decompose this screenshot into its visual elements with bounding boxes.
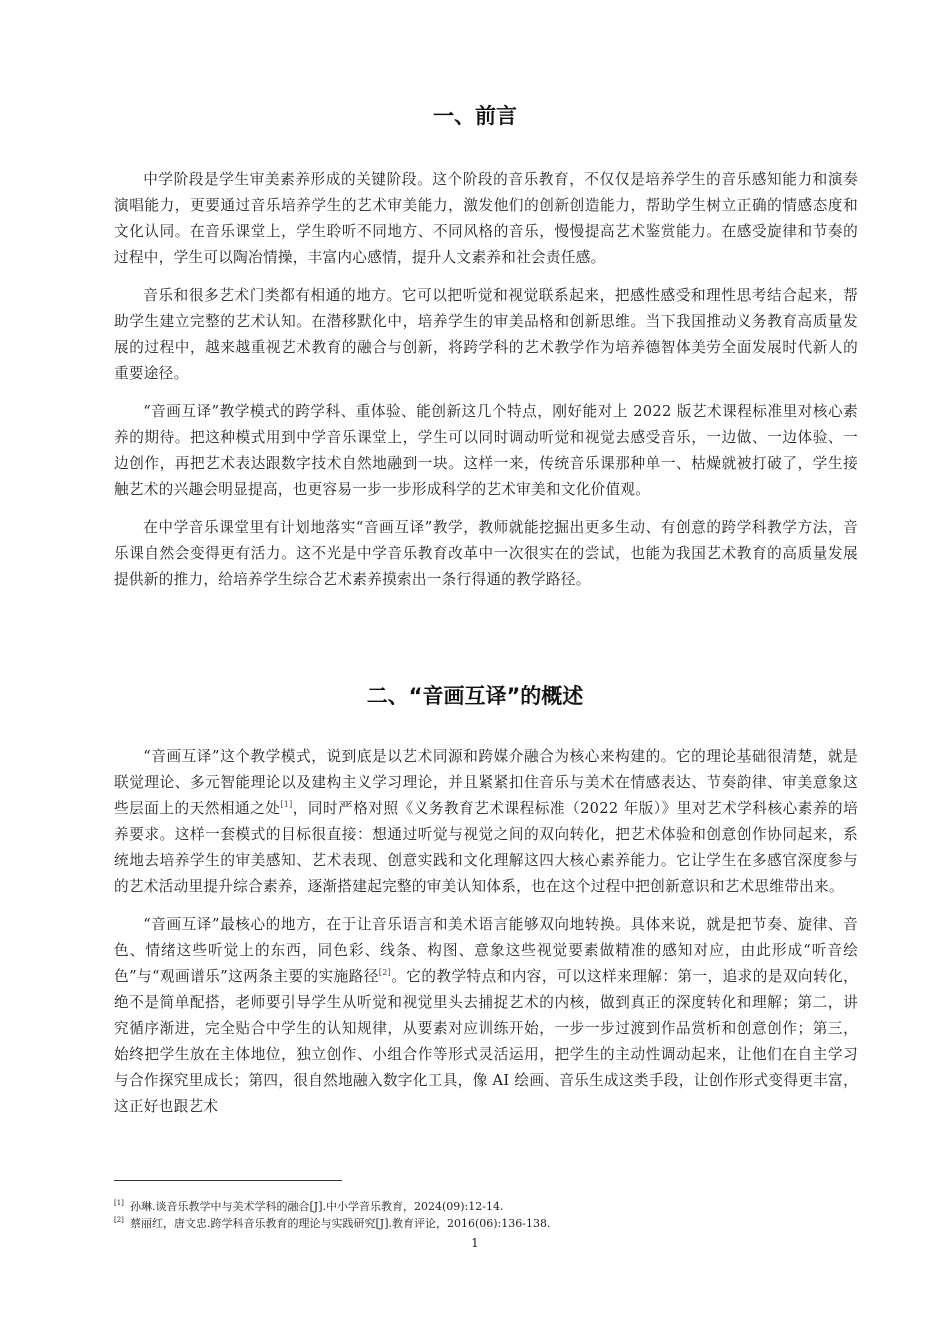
section-body-overview — [114, 744, 858, 1132]
paragraph-text: “音画互译”这个教学模式，说到底是以艺术同源和跨媒介融合为核心来构建的。它的理论基础很清楚，就是联觉理论、多元智能理论以及建构主义学习理论，并且紧紧扣住音乐与美术在情感表达、节奏韵律、审美意象这些层面上的天然相通之处 — [114, 748, 858, 817]
paragraph — [114, 912, 858, 1120]
paragraph: 音乐和很多艺术门类都有相通的地方。它可以把听觉和视觉联系起来，把感性感受和理性思考结合起来，帮助学生建立完整的艺术认知。在潜移默化中，培养学生的审美品格和创新思维。当下我国推动义务教育高质量发展的过程中，越来越重视艺术教育的融合与创新，将跨学科的艺术教学作为培养德智体美劳全面发展时代新人的重要途径。 — [114, 287, 858, 382]
footnote-text: 孙琳.谈音乐教学中与美术学科的融合[J].中小学音乐教育，2024(09):12-14. — [130, 1200, 504, 1213]
paragraph: 中学阶段是学生审美素养形成的关键阶段。这个阶段的音乐教育，不仅仅是培养学生的音乐感知能力和演奏演唱能力，更要通过音乐培养学生的艺术审美能力，激发他们的创新创造能力，帮助学生树立正确的情感态度和文化认同。在音乐课堂上，学生聆听不同地方、不同风格的音乐，慢慢提高艺术鉴赏能力。在感受旋律和节奏的过程中，学生可以陶冶情操，丰富内心感情，提升人文素养和社会责任感。 — [114, 171, 858, 266]
page-number: 1 — [471, 1236, 479, 1250]
footnotes — [114, 1198, 858, 1232]
paragraph-text: 。它的教学特点和内容，可以这样来理解：第一，追求的是双向转化，绝不是简单配搭，老师要引导学生从听觉和视觉里头去捕捉艺术的内核，做到真正的深度转化和理解；第二，讲究循序渐进，完全贴合中学生的认知规律，从要素对应训练开始，一步一步过渡到作品赏析和创意创作；第三，始终把学生放在主体地位，独立创作、小组合作等形式灵活运用，把学生的主动性调动起来，让他们在自主学习与合作探究里成长；第四，很自然地融入数字化工具，像 AI 绘画、音乐生成这类手段，让创作形式变得更丰富，这正好也跟艺术 — [114, 968, 858, 1115]
paragraph: “音画互译”教学模式的跨学科、重体验、能创新这几个特点，刚好能对上 2022 版艺术课程标准里对核心素养的期待。把这种模式用到中学音乐课堂上，学生可以同时调动听觉和视觉去感受音乐，一边做、一边体验、一边创作，再把艺术表达跟数字技术自然地融到一块。这样一来，传统音乐课那种单一、枯燥就被打破了，学生接触艺术的兴趣会明显提高，也更容易一步一步形成科学的艺术审美和文化价值观。 — [114, 403, 858, 498]
paragraph — [114, 744, 858, 900]
footnote-mark: [1] — [114, 1199, 124, 1207]
footnote-item — [114, 1198, 858, 1215]
section-body-preface — [114, 167, 858, 605]
footnote-text: 蔡丽红，唐文忠.跨学科音乐教育的理论与实践研究[J].教育评论，2016(06):136-138. — [130, 1217, 551, 1230]
footnote-item — [114, 1215, 858, 1232]
paragraph-text: “音画互译”最核心的地方，在于让音乐语言和美术语言能够双向地转换。具体来说，就是把节奏、旋律、音色、情绪这些听觉上的东西，同色彩、线条、构图、意象这些视觉要素做精准的感知对应，由此形成“听音绘色”与“观画谱乐”这两条主要的实施路径 — [114, 916, 858, 985]
footnote-mark: [2] — [114, 1216, 124, 1224]
paragraph: 在中学音乐课堂里有计划地落实“音画互译”教学，教师就能挖掘出更多生动、有创意的跨学科教学方法，音乐课自然会变得更有活力。这不光是中学音乐教育改革中一次很实在的尝试，也能为我国艺术教育的高质量发展提供新的推力，给培养学生综合艺术素养摸索出一条行得通的教学路径。 — [114, 519, 858, 588]
footnote-reference-1[interactable]: [1] — [280, 800, 293, 810]
section-heading-overview: 二、“音画互译”的概述 — [366, 684, 584, 708]
section-heading-preface: 一、前言 — [433, 104, 517, 128]
footnote-reference-2[interactable]: [2] — [378, 968, 392, 978]
footnote-divider — [114, 1180, 342, 1181]
paragraph-text: ，同时严格对照《义务教育艺术课程标准（2022 年版）》里对艺术学科核心素养的培养要求。这样一套模式的目标很直接：想通过听觉与视觉之间的双向转化，把艺术体验和创意创作协同起来，系统地去培养学生的审美感知、艺术表现、创意实践和文化理解这四大核心素养能力。它让学生在多感官深度参与的艺术活动里提升综合素养，逐渐搭建起完整的审美认知体系，也在这个过程中把创新意识和艺术思维带出来。 — [114, 800, 858, 895]
